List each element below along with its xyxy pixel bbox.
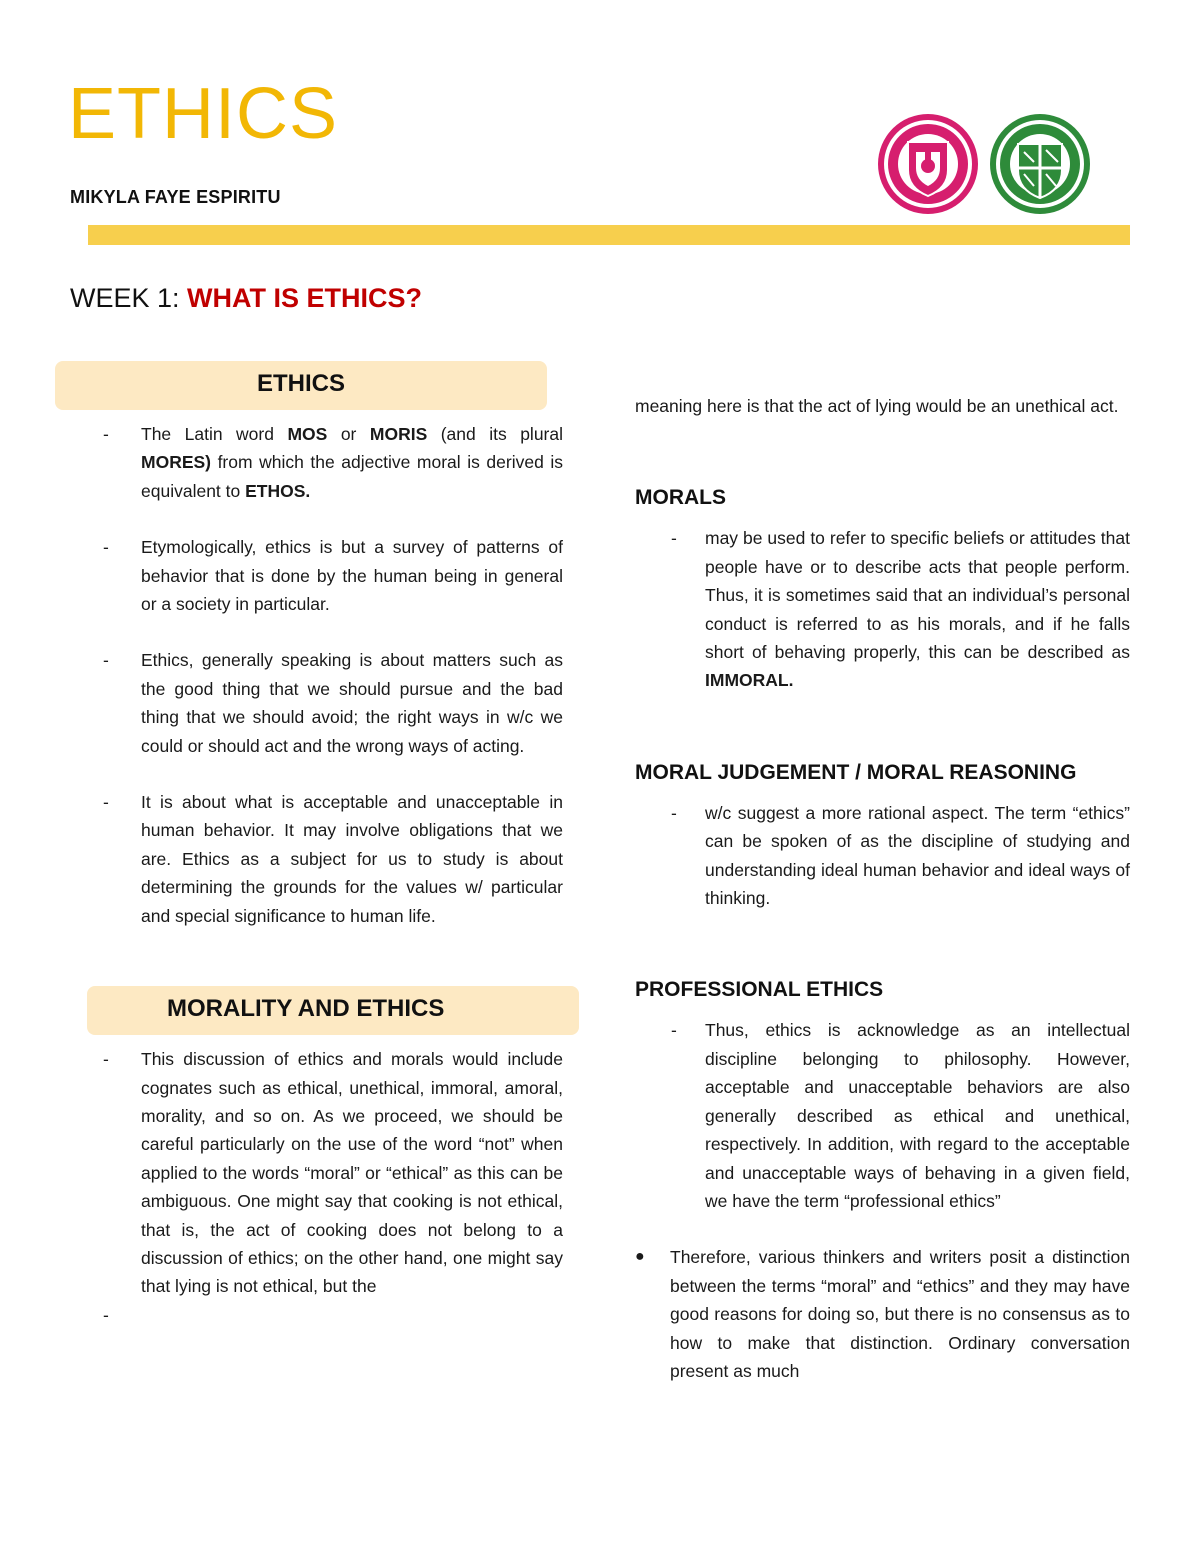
text: Therefore, various thinkers and writers posit a distinction between the terms “moral” and “ethics” and they may have good reasons for doing so, but there is no consensus as to how to make that distinction. Ordinary conversation present as much [670,1247,1130,1381]
section-heading-ethics: ETHICS [55,361,547,410]
list-item [55,1045,563,1301]
section-heading-morality-and-ethics: MORALITY AND ETHICS [87,986,579,1035]
term-ethos: ETHOS. [245,480,311,501]
text: The Latin word [141,424,274,444]
page-title [70,283,422,314]
list-item [55,646,563,760]
term-immoral: IMMORAL. [705,670,794,691]
list-item [55,533,563,618]
text: (and its plural [440,424,564,444]
text: It is about what is acceptable and unacceptable in human behavior. It may involve obligations that we are. Ethics as a subject for us to study is about determining the grounds for the values w/ particular and special significance to human life. [141,792,563,926]
list-item [635,1016,1130,1215]
document-title: ETHICS [68,74,339,154]
text: from which the adjective moral is derived is equivalent to [141,452,563,501]
section-heading-morals: MORALS [635,486,726,510]
text: Etymologically, ethics is but a survey of patterns of behavior that is done by the human being in general or a society in particular. [141,537,563,615]
right-column [635,392,1130,1385]
bullet-icon: ● [635,1248,645,1266]
list-item [55,420,563,505]
dash-marker: - [671,1020,677,1041]
term-moris: MORIS [369,424,428,444]
text: may be used to refer to specific beliefs or attitudes that people have or to describe acts that people perform. Thus, it is sometimes said that an individual’s personal conduct is referred to as his morals, and if he falls short of behaving properly, this can be described as [705,528,1130,663]
bullet-item [635,1243,1130,1385]
list-item [635,524,1130,694]
dash-marker: - [103,650,109,671]
list-item [55,788,563,930]
dash-marker: - [103,424,109,444]
university-logos [876,112,1094,224]
university-seal-icon [988,112,1092,216]
author-name: MIKYLA FAYE ESPIRITU [70,187,281,207]
university-seal-icon [876,112,980,216]
left-column [55,361,575,1325]
text: Thus, ethics is acknowledge as an intellectual discipline belonging to philosophy. However, acceptable and unacceptable behaviors are also generally described as ethical and unethical, respectively. In addition, with regard to the acceptable and unacceptable ways of behaving in a given field, we have the term “professional ethics” [705,1020,1130,1211]
week-topic: WHAT IS ETHICS? [187,283,423,313]
term-mos: MOS [287,424,328,444]
dash-marker: - [671,528,677,549]
text: w/c suggest a more rational aspect. The term “ethics” can be spoken of as the discipline of studying and understanding ideal human behavior and ideal ways of thinking. [705,802,1130,909]
dash-marker: - [103,537,109,558]
text: This discussion of ethics and morals would include cognates such as ethical, unethical, immoral, amoral, morality, and so on. As we proceed, we should be careful particularly on the use of the word “not” when applied to the words “moral” or “ethical” as this can be ambiguous. One might say that cooking is not ethical, that is, the act of cooking does not belong to a discussion of ethics; on the other hand, one might say that lying is not ethical, but the [141,1049,563,1297]
text: or [340,424,357,444]
dash-marker: - [671,802,677,823]
week-label: WEEK 1: [70,283,180,313]
dash-marker: - [103,1049,109,1070]
text: Ethics, generally speaking is about matters such as the good thing that we should pursue and the bad thing that we should avoid; the right ways in w/c we could or should act and the wrong ways of acting. [141,650,563,756]
section-heading-moral-judgement: MORAL JUDGEMENT / MORAL REASONING [635,760,1077,784]
dash-marker: - [103,792,109,813]
continued-text: meaning here is that the act of lying would be an unethical act. [635,396,1119,416]
term-mores: MORES) [141,452,211,473]
header-divider-bar [88,225,1130,245]
dash-marker: - [103,1304,109,1325]
section-heading-professional-ethics: PROFESSIONAL ETHICS [635,978,884,1002]
list-item [635,799,1130,913]
